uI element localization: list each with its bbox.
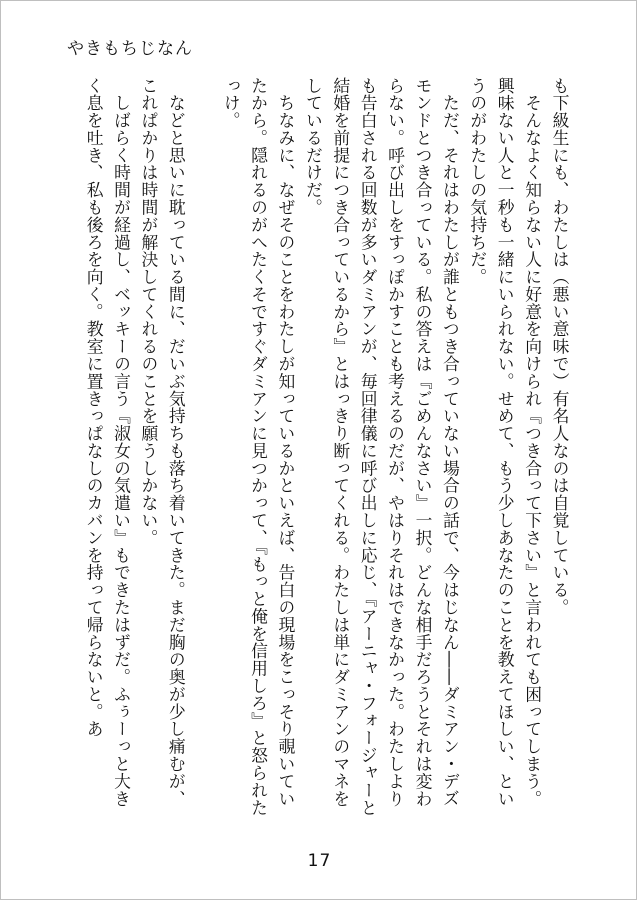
- vertical-text-body: [53, 77, 573, 817]
- running-header-title: やきもちじなん: [67, 39, 193, 59]
- paragraph: ちなみに、なぜそのことをわたしが知っているかといえば、告白の現場をこっそり覗いていたから。隠れるのがへたくそですぐダミアンに見つかって、『もっと俺を信用しろ』と怒られたっけ。: [221, 77, 296, 817]
- paragraph: ただ、それはわたしが誰ともつき合っていない場合の話で、今はじなん――ダミアン・デズモンドとつき合っている。私の答えは『ごめんなさい』一択。どんな相手だろうとそれは変わらない。呼び出しをすっぽかすことも考えるのだが、やはりそれはできなかった。わたしよりも告白される回数が多いダミアンが、毎回律儀に呼び出しに応じ、『アーニャ・フォージャーと結婚を前提につき合っているから』とはっきり断ってくれる。わたしは単にダミアンのマネをしているだけだ。: [303, 77, 461, 817]
- paragraph: そんなよく知らない人に好意を向けられ『つき合って下さい』と言われても困ってしまう。興味ない人と一秒も一緒にいられない。せめて、もう少しあなたのことを教えてほしい、というのがわたしの気持ちだ。: [467, 77, 543, 808]
- paragraph: しばらく時間が経過し、ベッキーの言う『淑女の気遣い』もできたはずだ。ふぅーっと大きく息を吐き、私も後ろを向く。教室に置きっぱなしのカバンを持って帰らないと。あ: [84, 77, 132, 808]
- page-number: 17: [307, 851, 332, 871]
- blank-line: [189, 77, 216, 78]
- paragraph: などと思いに耽っている間に、だいぶ気持ちも落ち着いてきた。まだ胸の奥が少し痛むが、これぱかりは時間が解決してくれるのことを願うしかない。: [138, 77, 187, 808]
- paragraph: も下級生にも、わたしは（悪い意味で）有名人なのは自覚している。: [550, 77, 570, 617]
